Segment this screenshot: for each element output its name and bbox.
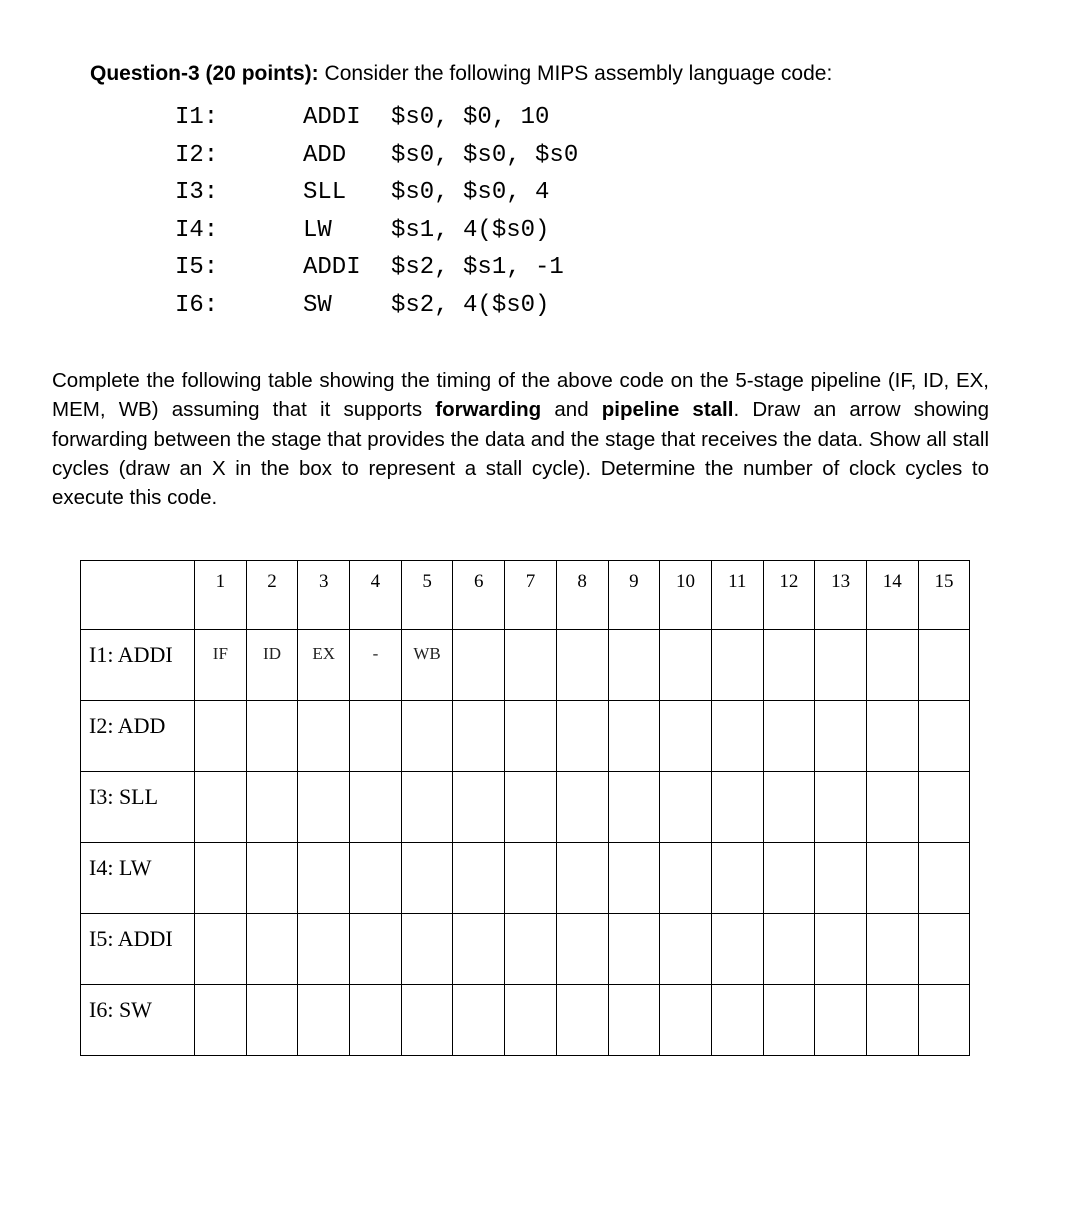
question-prompt: Consider the following MIPS assembly language code: bbox=[318, 62, 833, 85]
stage-cell[interactable] bbox=[815, 985, 867, 1056]
stage-cell[interactable] bbox=[866, 772, 918, 843]
code-line bbox=[175, 104, 578, 142]
table-header-row bbox=[81, 561, 970, 630]
stage-cell[interactable] bbox=[246, 985, 298, 1056]
stage-cell[interactable] bbox=[763, 985, 815, 1056]
stage-cell[interactable] bbox=[298, 985, 350, 1056]
cycle-header: 15 bbox=[918, 561, 970, 630]
stage-cell[interactable] bbox=[918, 914, 970, 985]
stage-cell[interactable] bbox=[660, 914, 712, 985]
instruction-label: I6: SW bbox=[81, 985, 195, 1056]
code-op: SLL bbox=[303, 179, 347, 206]
cycle-header: 13 bbox=[815, 561, 867, 630]
instruction-label: I5: ADDI bbox=[81, 914, 195, 985]
stage-cell[interactable] bbox=[505, 843, 557, 914]
stage-cell[interactable] bbox=[453, 914, 505, 985]
stage-cell[interactable] bbox=[763, 630, 815, 701]
cycle-header: 5 bbox=[401, 561, 453, 630]
cycle-header: 11 bbox=[711, 561, 763, 630]
instructions-text-3: . Draw an arrow showing forwarding between the stage that provides the data and the stage that receives the data. Show all stall cycles (draw an X in the box to represent a stall cycle). Determine the number of clock cycles to execute this code. bbox=[52, 398, 989, 510]
cycle-header: 2 bbox=[246, 561, 298, 630]
stage-cell[interactable] bbox=[660, 985, 712, 1056]
stage-cell[interactable] bbox=[660, 630, 712, 701]
code-line bbox=[175, 292, 578, 330]
code-label: I6: bbox=[175, 291, 219, 319]
cycle-header: 3 bbox=[298, 561, 350, 630]
stage-cell[interactable] bbox=[608, 914, 660, 985]
instructions-paragraph bbox=[52, 366, 989, 512]
stage-cell[interactable] bbox=[505, 701, 557, 772]
stage-cell[interactable] bbox=[660, 843, 712, 914]
stage-cell[interactable] bbox=[453, 772, 505, 843]
corner-cell bbox=[81, 561, 195, 630]
table-row bbox=[81, 630, 970, 701]
stage-cell[interactable] bbox=[453, 701, 505, 772]
stage-cell[interactable] bbox=[711, 630, 763, 701]
stage-cell[interactable] bbox=[195, 985, 247, 1056]
instruction-label: I2: ADD bbox=[81, 701, 195, 772]
code-label: I4: bbox=[175, 216, 219, 244]
cycle-header: 10 bbox=[660, 561, 712, 630]
code-op: ADDI bbox=[303, 254, 361, 281]
stage-cell[interactable] bbox=[556, 985, 608, 1056]
stage-cell[interactable]: ID bbox=[246, 630, 298, 701]
stage-cell[interactable] bbox=[401, 843, 453, 914]
stage-cell[interactable] bbox=[298, 701, 350, 772]
stage-cell[interactable] bbox=[298, 843, 350, 914]
stage-cell[interactable] bbox=[556, 843, 608, 914]
stage-cell[interactable] bbox=[556, 772, 608, 843]
code-args: $s2, $s1, -1 bbox=[391, 254, 564, 281]
code-op: ADD bbox=[303, 141, 347, 169]
stage-cell[interactable] bbox=[608, 630, 660, 701]
stage-cell[interactable] bbox=[505, 914, 557, 985]
stage-cell[interactable] bbox=[918, 630, 970, 701]
instruction-label: I3: SLL bbox=[81, 772, 195, 843]
table-row bbox=[81, 701, 970, 772]
stage-cell[interactable]: WB bbox=[401, 630, 453, 701]
stage-cell[interactable] bbox=[195, 914, 247, 985]
stage-cell[interactable] bbox=[350, 914, 402, 985]
code-op: LW bbox=[303, 216, 332, 244]
stage-cell[interactable] bbox=[608, 843, 660, 914]
stage-cell[interactable] bbox=[763, 701, 815, 772]
stage-cell[interactable] bbox=[918, 843, 970, 914]
stage-cell[interactable] bbox=[608, 701, 660, 772]
instructions-bold-forwarding: forwarding bbox=[435, 398, 542, 422]
stage-cell[interactable] bbox=[815, 772, 867, 843]
code-args: $s0, $s0, 4 bbox=[391, 179, 550, 206]
cycle-header: 14 bbox=[866, 561, 918, 630]
stage-cell[interactable] bbox=[556, 630, 608, 701]
stage-cell[interactable] bbox=[866, 630, 918, 701]
stage-cell[interactable] bbox=[918, 985, 970, 1056]
stage-cell[interactable] bbox=[608, 985, 660, 1056]
stage-cell[interactable] bbox=[350, 843, 402, 914]
stage-cell[interactable] bbox=[401, 772, 453, 843]
stage-cell[interactable] bbox=[866, 914, 918, 985]
code-line bbox=[175, 142, 578, 180]
stage-cell[interactable] bbox=[246, 843, 298, 914]
stage-cell[interactable] bbox=[711, 772, 763, 843]
stage-cell[interactable] bbox=[711, 843, 763, 914]
stage-cell[interactable] bbox=[763, 843, 815, 914]
stage-cell[interactable] bbox=[608, 772, 660, 843]
stage-cell[interactable] bbox=[711, 701, 763, 772]
stage-cell[interactable] bbox=[246, 772, 298, 843]
cycle-header: 7 bbox=[505, 561, 557, 630]
instruction-label: I1: ADDI bbox=[81, 630, 195, 701]
instructions-text-2: and bbox=[541, 398, 602, 422]
table-row bbox=[81, 914, 970, 985]
stage-cell[interactable] bbox=[298, 914, 350, 985]
stage-cell[interactable] bbox=[711, 985, 763, 1056]
stage-cell[interactable] bbox=[556, 701, 608, 772]
stage-cell[interactable] bbox=[866, 701, 918, 772]
stage-cell[interactable] bbox=[815, 914, 867, 985]
code-args: $s1, 4($s0) bbox=[391, 216, 550, 244]
code-line bbox=[175, 179, 578, 217]
table-row bbox=[81, 985, 970, 1056]
stage-cell[interactable] bbox=[453, 843, 505, 914]
stage-cell[interactable] bbox=[195, 772, 247, 843]
code-op: SW bbox=[303, 291, 332, 319]
stage-cell[interactable] bbox=[556, 914, 608, 985]
stage-cell[interactable] bbox=[246, 701, 298, 772]
table-row bbox=[81, 843, 970, 914]
stage-cell[interactable] bbox=[660, 772, 712, 843]
code-label: I2: bbox=[175, 141, 219, 169]
stage-cell[interactable] bbox=[453, 630, 505, 701]
stage-cell[interactable] bbox=[711, 914, 763, 985]
stage-cell[interactable] bbox=[866, 843, 918, 914]
stage-cell[interactable] bbox=[195, 843, 247, 914]
cycle-header: 4 bbox=[350, 561, 402, 630]
stage-cell[interactable] bbox=[815, 843, 867, 914]
stage-cell[interactable] bbox=[763, 914, 815, 985]
instructions-text-1: Complete the following table showing the timing of the above code on the 5-stage pipeline (IF, ID, EX, MEM, WB) assuming that it supports bbox=[52, 369, 989, 422]
stage-cell[interactable] bbox=[505, 772, 557, 843]
cycle-header: 12 bbox=[763, 561, 815, 630]
stage-cell[interactable]: EX bbox=[298, 630, 350, 701]
cycle-header: 6 bbox=[453, 561, 505, 630]
stage-cell[interactable] bbox=[660, 701, 712, 772]
cycle-header: 1 bbox=[195, 561, 247, 630]
stage-cell[interactable] bbox=[763, 772, 815, 843]
code-label: I3: bbox=[175, 179, 219, 206]
code-label: I5: bbox=[175, 254, 219, 281]
stage-cell[interactable]: - bbox=[350, 630, 402, 701]
question-heading bbox=[90, 62, 832, 86]
instruction-label: I4: LW bbox=[81, 843, 195, 914]
pipeline-table bbox=[80, 560, 970, 1056]
code-line bbox=[175, 254, 578, 292]
table-row bbox=[81, 772, 970, 843]
stage-cell[interactable] bbox=[815, 630, 867, 701]
cycle-header: 8 bbox=[556, 561, 608, 630]
stage-cell[interactable] bbox=[505, 985, 557, 1056]
stage-cell[interactable] bbox=[350, 701, 402, 772]
code-args: $s2, 4($s0) bbox=[391, 291, 550, 319]
code-op: ADDI bbox=[303, 104, 361, 131]
stage-cell[interactable] bbox=[401, 914, 453, 985]
stage-cell[interactable] bbox=[918, 701, 970, 772]
stage-cell[interactable] bbox=[918, 772, 970, 843]
stage-cell[interactable] bbox=[298, 772, 350, 843]
stage-cell[interactable] bbox=[195, 701, 247, 772]
code-args: $s0, $0, 10 bbox=[391, 104, 550, 131]
instructions-bold-stall: pipeline stall bbox=[601, 398, 734, 422]
code-line bbox=[175, 217, 578, 255]
stage-cell[interactable] bbox=[453, 985, 505, 1056]
stage-cell[interactable] bbox=[350, 772, 402, 843]
stage-cell[interactable] bbox=[815, 701, 867, 772]
stage-cell[interactable] bbox=[246, 914, 298, 985]
stage-cell[interactable]: IF bbox=[195, 630, 247, 701]
stage-cell[interactable] bbox=[866, 985, 918, 1056]
stage-cell[interactable] bbox=[350, 985, 402, 1056]
code-args: $s0, $s0, $s0 bbox=[391, 141, 579, 169]
stage-cell[interactable] bbox=[505, 630, 557, 701]
stage-cell[interactable] bbox=[401, 701, 453, 772]
question-title: Question-3 (20 points): bbox=[90, 62, 319, 85]
assembly-code bbox=[175, 104, 578, 329]
code-label: I1: bbox=[175, 104, 219, 131]
stage-cell[interactable] bbox=[401, 985, 453, 1056]
cycle-header: 9 bbox=[608, 561, 660, 630]
